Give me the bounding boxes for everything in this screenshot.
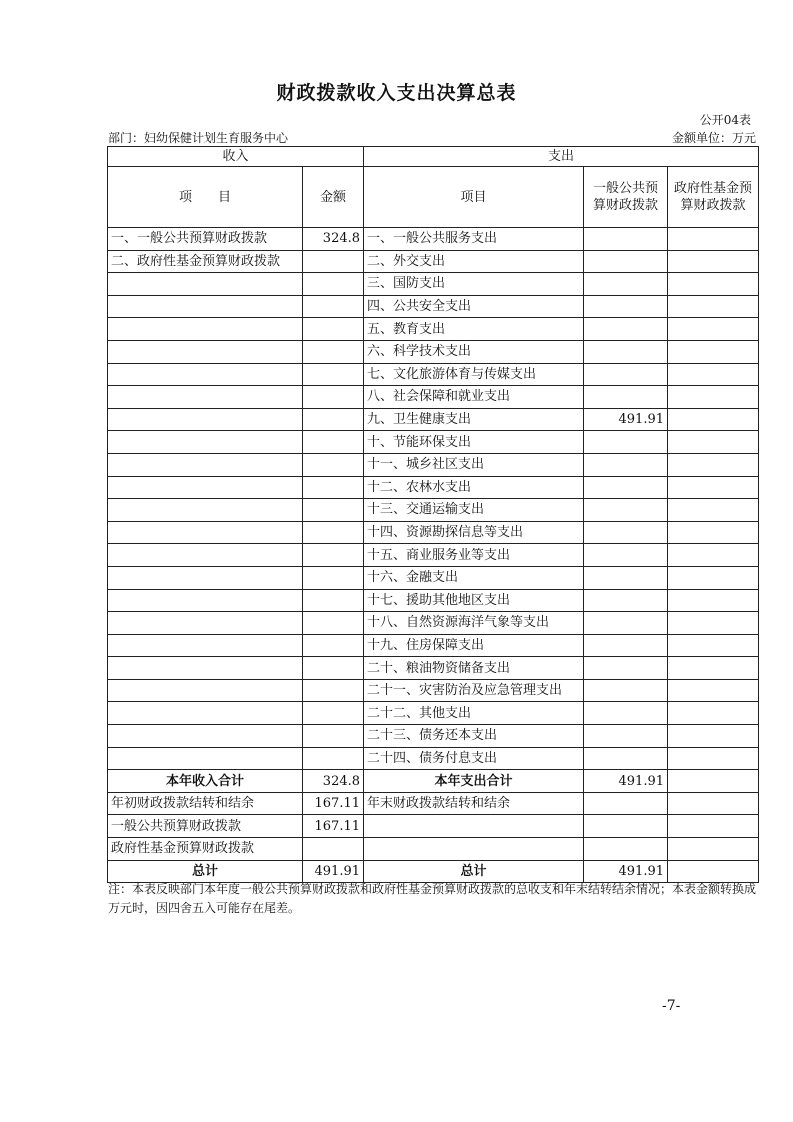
general-budget-cell: [584, 589, 668, 612]
page-title: 财政拨款收入支出决算总表: [276, 82, 517, 104]
expense-total-label: 本年支出合计: [364, 770, 584, 793]
income-item-cell: [108, 318, 303, 341]
income-item-cell: [108, 634, 303, 657]
gov-fund-cell: [668, 838, 759, 861]
expense-item-cell: [364, 838, 584, 861]
expense-item-cell: 一、一般公共服务支出: [364, 228, 584, 251]
income-item-cell: 一般公共预算财政拨款: [108, 815, 303, 838]
general-budget-cell: 491.91: [584, 408, 668, 431]
table-row: [108, 566, 759, 589]
income-amount-cell: [303, 521, 364, 544]
expense-item-cell: 十九、住房保障支出: [364, 634, 584, 657]
income-total-amount: 491.91: [303, 860, 364, 883]
general-budget-cell: [584, 792, 668, 815]
year-total-row: [108, 770, 759, 793]
general-budget-cell: [584, 634, 668, 657]
table-row: [108, 476, 759, 499]
gov-fund-cell: [668, 340, 759, 363]
table-row: [108, 612, 759, 635]
gov-fund-cell: [668, 792, 759, 815]
table-row: [108, 386, 759, 409]
income-amount-cell: [303, 589, 364, 612]
income-amount-cell: [303, 702, 364, 725]
budget-table: [107, 146, 759, 883]
expense-item-cell: 二十三、债务还本支出: [364, 725, 584, 748]
expense-item-cell: 十三、交通运输支出: [364, 499, 584, 522]
balance-row: [108, 815, 759, 838]
income-amount-cell: [303, 295, 364, 318]
income-item-cell: [108, 589, 303, 612]
table-row: [108, 589, 759, 612]
expense-item-cell: 二十四、债务付息支出: [364, 747, 584, 770]
table-row: [108, 453, 759, 476]
expense-section-header: 支出: [364, 147, 759, 167]
expense-item-header: 项目: [364, 167, 584, 228]
income-amount-cell: [303, 657, 364, 680]
table-row: [108, 679, 759, 702]
table-row: [108, 228, 759, 251]
income-item-cell: 二、政府性基金预算财政拨款: [108, 250, 303, 273]
expense-item-cell: [364, 815, 584, 838]
expense-total-general: 491.91: [584, 770, 668, 793]
gov-fund-cell: [668, 702, 759, 725]
general-budget-cell: [584, 521, 668, 544]
income-item-cell: [108, 431, 303, 454]
gov-fund-cell: [668, 815, 759, 838]
expense-item-cell: 八、社会保障和就业支出: [364, 386, 584, 409]
general-budget-cell: [584, 657, 668, 680]
table-row: [108, 363, 759, 386]
income-section-header: 收入: [108, 147, 364, 167]
footnote: 注：本表反映部门本年度一般公共预算财政拨款和政府性基金预算财政拨款的总收支和年末结转结余情况；本表金额转换成万元时，因四舍五入可能存在尾差。: [108, 882, 757, 915]
general-budget-cell: [584, 318, 668, 341]
table-row: [108, 747, 759, 770]
income-amount-cell: [303, 476, 364, 499]
table-row: [108, 499, 759, 522]
income-amount-cell: [303, 318, 364, 341]
gov-fund-cell: [668, 318, 759, 341]
balance-row: [108, 792, 759, 815]
general-budget-cell: [584, 363, 668, 386]
expense-item-cell: 四、公共安全支出: [364, 295, 584, 318]
gov-fund-cell: [668, 408, 759, 431]
expense-total-general: 491.91: [584, 860, 668, 883]
income-amount-cell: [303, 250, 364, 273]
income-amount-cell: [303, 431, 364, 454]
gov-fund-cell: [668, 634, 759, 657]
general-budget-cell: [584, 295, 668, 318]
meta-row: [108, 129, 756, 146]
gov-fund-header: 政府性基金预算财政拨款: [668, 167, 759, 228]
expense-item-cell: 十七、援助其他地区支出: [364, 589, 584, 612]
income-amount-cell: [303, 634, 364, 657]
income-item-cell: [108, 273, 303, 296]
income-amount-cell: [303, 340, 364, 363]
gov-fund-cell: [668, 679, 759, 702]
income-amount-cell: [303, 408, 364, 431]
table-row: [108, 273, 759, 296]
column-header-row: [108, 167, 759, 228]
income-item-cell: [108, 408, 303, 431]
general-budget-cell: [584, 250, 668, 273]
expense-item-cell: 十、节能环保支出: [364, 431, 584, 454]
expense-item-cell: 十四、资源勘探信息等支出: [364, 521, 584, 544]
income-amount-cell: [303, 838, 364, 861]
income-item-cell: 一、一般公共预算财政拨款: [108, 228, 303, 251]
table-row: [108, 431, 759, 454]
table-row: [108, 250, 759, 273]
income-item-cell: [108, 476, 303, 499]
page-number: -7-: [662, 998, 681, 1014]
income-item-cell: [108, 657, 303, 680]
income-amount-cell: [303, 566, 364, 589]
income-item-header: 项 目: [108, 167, 303, 228]
expense-item-cell: 三、国防支出: [364, 273, 584, 296]
gov-fund-cell: [668, 747, 759, 770]
income-total-amount: 324.8: [303, 770, 364, 793]
income-amount-cell: [303, 612, 364, 635]
expense-item-cell: 二十二、其他支出: [364, 702, 584, 725]
expense-item-cell: 五、教育支出: [364, 318, 584, 341]
income-amount-cell: [303, 725, 364, 748]
table-row: [108, 340, 759, 363]
expense-item-cell: 六、科学技术支出: [364, 340, 584, 363]
general-budget-cell: [584, 702, 668, 725]
gov-fund-cell: [668, 386, 759, 409]
general-budget-cell: [584, 679, 668, 702]
general-budget-cell: [584, 340, 668, 363]
income-amount-cell: [303, 453, 364, 476]
income-amount-cell: 167.11: [303, 815, 364, 838]
general-budget-cell: [584, 544, 668, 567]
expense-total-fund: [668, 770, 759, 793]
income-amount-cell: 167.11: [303, 792, 364, 815]
gov-fund-cell: [668, 589, 759, 612]
expense-item-cell: 二十一、灾害防治及应急管理支出: [364, 679, 584, 702]
table-row: [108, 725, 759, 748]
form-number: 公开04表: [699, 113, 751, 127]
unit-label: 金额单位：万元: [671, 131, 756, 145]
income-item-cell: [108, 612, 303, 635]
gov-fund-cell: [668, 476, 759, 499]
income-item-cell: [108, 363, 303, 386]
gov-fund-cell: [668, 657, 759, 680]
general-budget-cell: [584, 747, 668, 770]
expense-item-cell: 年末财政拨款结转和结余: [364, 792, 584, 815]
table-row: [108, 634, 759, 657]
section-header-row: [108, 147, 759, 167]
income-item-cell: [108, 747, 303, 770]
department-label: 部门：妇幼保健计划生育服务中心: [108, 131, 289, 145]
income-amount-cell: [303, 273, 364, 296]
gov-fund-cell: [668, 363, 759, 386]
balance-row: [108, 838, 759, 861]
gov-fund-cell: [668, 544, 759, 567]
general-budget-cell: [584, 386, 668, 409]
expense-item-cell: 九、卫生健康支出: [364, 408, 584, 431]
income-item-cell: [108, 295, 303, 318]
general-budget-cell: [584, 431, 668, 454]
expense-item-cell: 十六、金融支出: [364, 566, 584, 589]
expense-item-cell: 十一、城乡社区支出: [364, 453, 584, 476]
gov-fund-cell: [668, 250, 759, 273]
income-amount-cell: [303, 679, 364, 702]
income-total-label: 本年收入合计: [108, 770, 303, 793]
income-amount-cell: [303, 499, 364, 522]
income-item-cell: [108, 702, 303, 725]
expense-item-cell: 十八、自然资源海洋气象等支出: [364, 612, 584, 635]
expense-item-cell: 二、外交支出: [364, 250, 584, 273]
general-budget-cell: [584, 815, 668, 838]
general-budget-cell: [584, 838, 668, 861]
general-budget-cell: [584, 273, 668, 296]
gov-fund-cell: [668, 228, 759, 251]
income-amount-header: 金额: [303, 167, 364, 228]
gov-fund-cell: [668, 295, 759, 318]
income-item-cell: [108, 544, 303, 567]
income-item-cell: 年初财政拨款结转和结余: [108, 792, 303, 815]
income-item-cell: [108, 725, 303, 748]
table-row: [108, 521, 759, 544]
table-row: [108, 295, 759, 318]
expense-total-label: 总计: [364, 860, 584, 883]
expense-item-cell: 十二、农林水支出: [364, 476, 584, 499]
income-item-cell: [108, 453, 303, 476]
gov-fund-cell: [668, 612, 759, 635]
general-budget-cell: [584, 453, 668, 476]
table-row: [108, 657, 759, 680]
gov-fund-cell: [668, 273, 759, 296]
gov-fund-cell: [668, 566, 759, 589]
income-amount-cell: [303, 363, 364, 386]
income-item-cell: [108, 386, 303, 409]
income-item-cell: [108, 679, 303, 702]
income-amount-cell: 324.8: [303, 228, 364, 251]
expense-item-cell: 十五、商业服务业等支出: [364, 544, 584, 567]
income-item-cell: [108, 521, 303, 544]
gov-fund-cell: [668, 431, 759, 454]
expense-item-cell: 七、文化旅游体育与传媒支出: [364, 363, 584, 386]
table-row: [108, 318, 759, 341]
general-budget-header: 一般公共预算财政拨款: [584, 167, 668, 228]
general-budget-cell: [584, 566, 668, 589]
table-row: [108, 702, 759, 725]
general-budget-cell: [584, 725, 668, 748]
table-row: [108, 544, 759, 567]
gov-fund-cell: [668, 521, 759, 544]
expense-item-cell: 二十、粮油物资储备支出: [364, 657, 584, 680]
general-budget-cell: [584, 228, 668, 251]
general-budget-cell: [584, 499, 668, 522]
income-item-cell: [108, 340, 303, 363]
income-total-label: 总计: [108, 860, 303, 883]
table-row: [108, 408, 759, 431]
income-amount-cell: [303, 747, 364, 770]
general-budget-cell: [584, 612, 668, 635]
general-budget-cell: [584, 476, 668, 499]
income-amount-cell: [303, 386, 364, 409]
income-item-cell: 政府性基金预算财政拨款: [108, 838, 303, 861]
income-item-cell: [108, 566, 303, 589]
gov-fund-cell: [668, 725, 759, 748]
gov-fund-cell: [668, 499, 759, 522]
gov-fund-cell: [668, 453, 759, 476]
income-amount-cell: [303, 544, 364, 567]
income-item-cell: [108, 499, 303, 522]
